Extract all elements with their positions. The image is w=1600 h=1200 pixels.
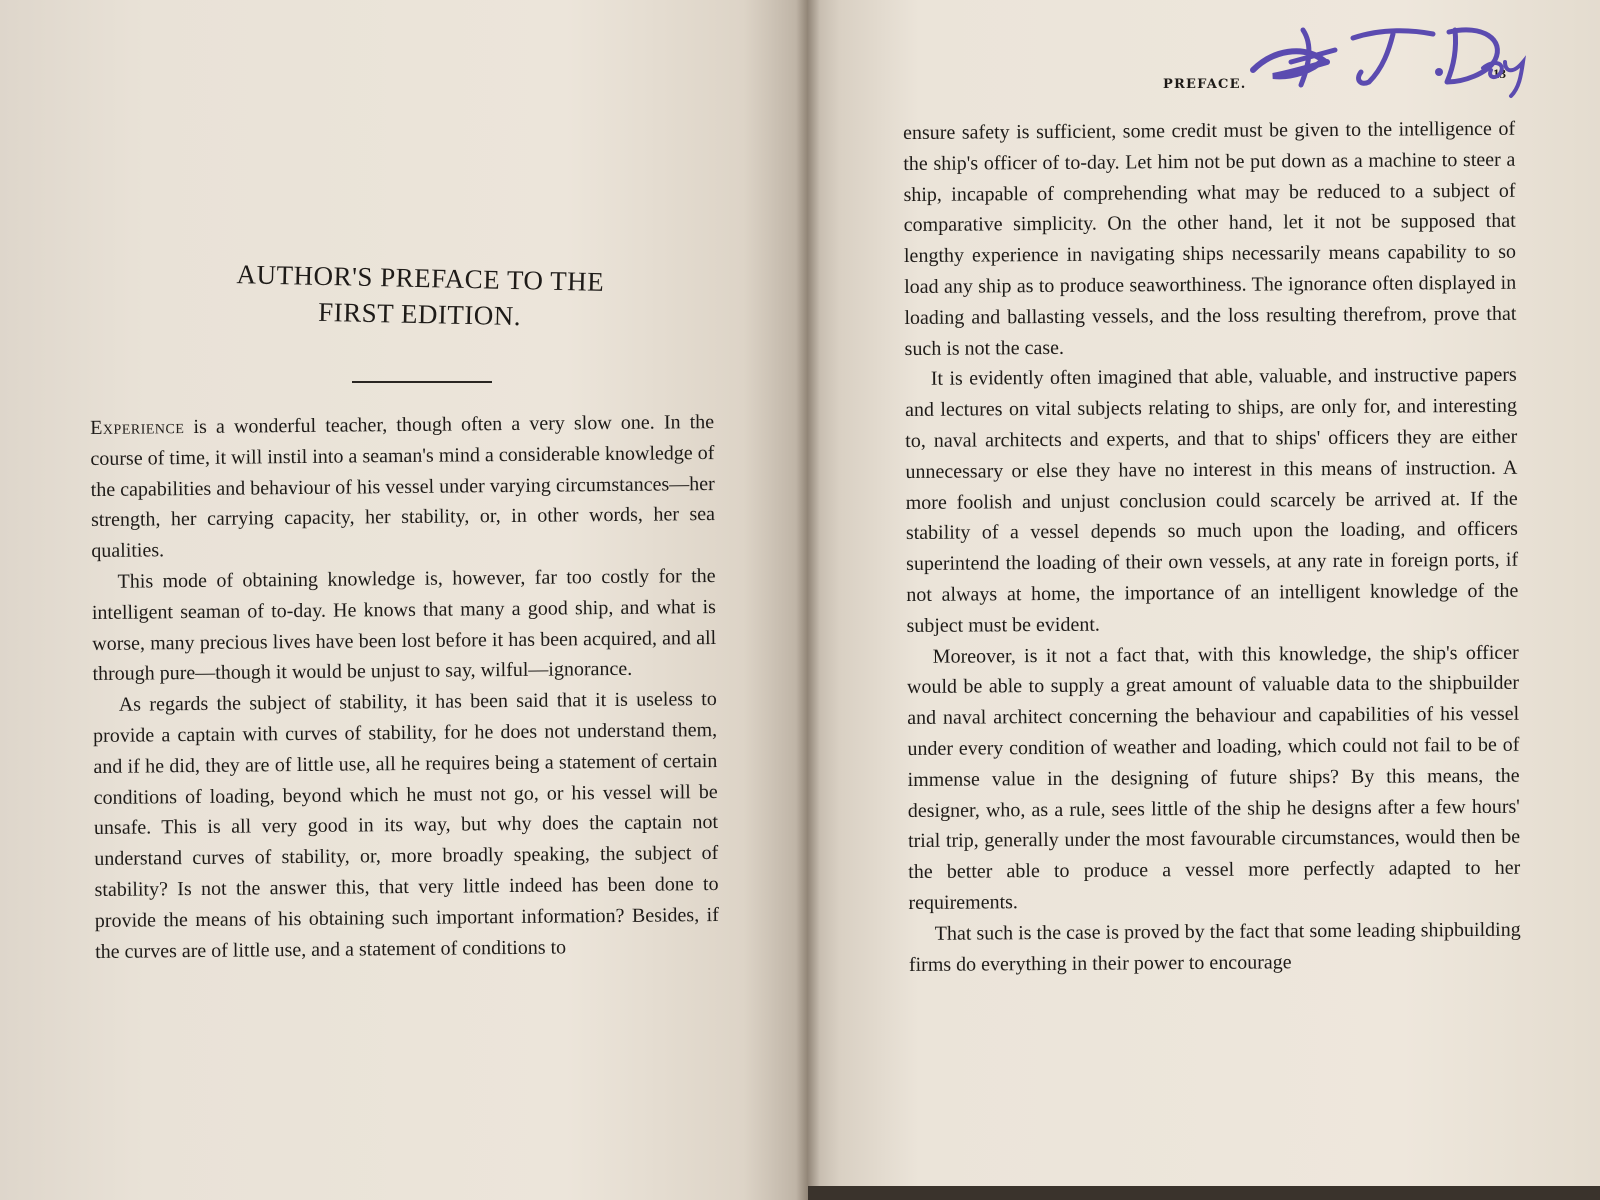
- running-head: PREFACE.: [1163, 77, 1247, 92]
- right-paragraph-2: It is evidently often imagined that able, valuable, and instructive papers and lectures on vital subjects relating to ships, are only for, and interesting to, naval architects and experts, and that to ships' officers they are either unnecessary or else they have no interest in this means of instruction. A more foolish and unjust conclusion could scarcely be arrived at. If the stability of a vessel depends so much upon the loading, and officers superintend the loading of their own vessels, at any rate in foreign ports, if not always at home, the importance of an intelligent knowledge of the subject must be evident.: [904, 364, 1519, 637]
- right-paragraph-4: That such is the case is proved by the fact that some leading shipbuilding firms do everything in their power to encourage: [908, 918, 1521, 976]
- right-page: [808, 0, 1600, 1200]
- title-rule: [352, 381, 492, 383]
- left-text-column: [90, 407, 719, 967]
- page-number: 13: [1493, 66, 1506, 81]
- owner-signature-stamp: [1243, 10, 1533, 100]
- left-paragraph-2: This mode of obtaining knowledge is, however, far too costly for the intelligent seaman of to-day. He knows that many a good ship, and what is worse, many precious lives have been lost before it has been acquired, and all through pure—though it would be unjust to say, wilful—ignorance.: [91, 564, 717, 686]
- book-cover-edge: [808, 1186, 1600, 1200]
- title-line-2: FIRST EDITION.: [317, 296, 522, 332]
- right-paragraph-3: Moreover, is it not a fact that, with this knowledge, the ship's officer would be able to supply a great amount of valuable data to the shipbuilder and naval architect concerning the behaviour and capabilities of his vessel under every condition of weather and loading, which could not fail to be of immense value in the designing of future ships? By this means, the designer, who, as a rule, sees little of the ship he designs after a few hours' trial trip, generally under the most favourable circumstances, would then be the better able to produce a vessel more perfectly adapted to her requirements.: [906, 641, 1521, 914]
- drop-word: Experience: [90, 416, 185, 439]
- left-paragraph-1: [90, 407, 715, 567]
- left-paragraph-3: As regards the subject of stability, it has been said that it is useless to provide a captain with curves of stability, for he does not understand them, and if he did, they are of little use, all he requires being a statement of certain conditions of loading, beyond which he must not go, or his vessel will be unsafe. This is all very good in its way, but why does the captain not understand curves of stability, or, more broadly speaking, the subject of stability? Is not the answer this, that very little indeed has been done to provide the means of his obtaining such important information? Besides, if the curves are of little use, and a statement of conditions to: [92, 688, 719, 963]
- book-gutter: [796, 0, 820, 1200]
- right-text-column: [903, 114, 1521, 981]
- left-paragraph-1-text: is a wonderful teacher, though often a very slow one. In the course of time, it will instil into a seaman's mind a considerable knowledge of the capabilities and behaviour of his vessel under varying circumstances—her strength, her carrying capacity, her stability, or, in other words, her sea qualities.: [90, 411, 716, 563]
- right-paragraph-1: ensure safety is sufficient, some credit must be given to the intelligence of the ship's officer of to-day. Let him not be put down as a machine to steer a ship, incapable of comprehending what may be reduced to a subject of comparative simplicity. On the other hand, let it not be supposed that lengthy experience in navigating ships necessarily means capability to so load any ship as to produce seaworthiness. The ignorance often displayed in loading and ballasting vessels, and the loss resulting therefrom, prove that such is not the case.: [903, 117, 1517, 360]
- preface-title: [149, 254, 690, 337]
- title-line-1: AUTHOR'S PREFACE TO THE: [236, 259, 605, 297]
